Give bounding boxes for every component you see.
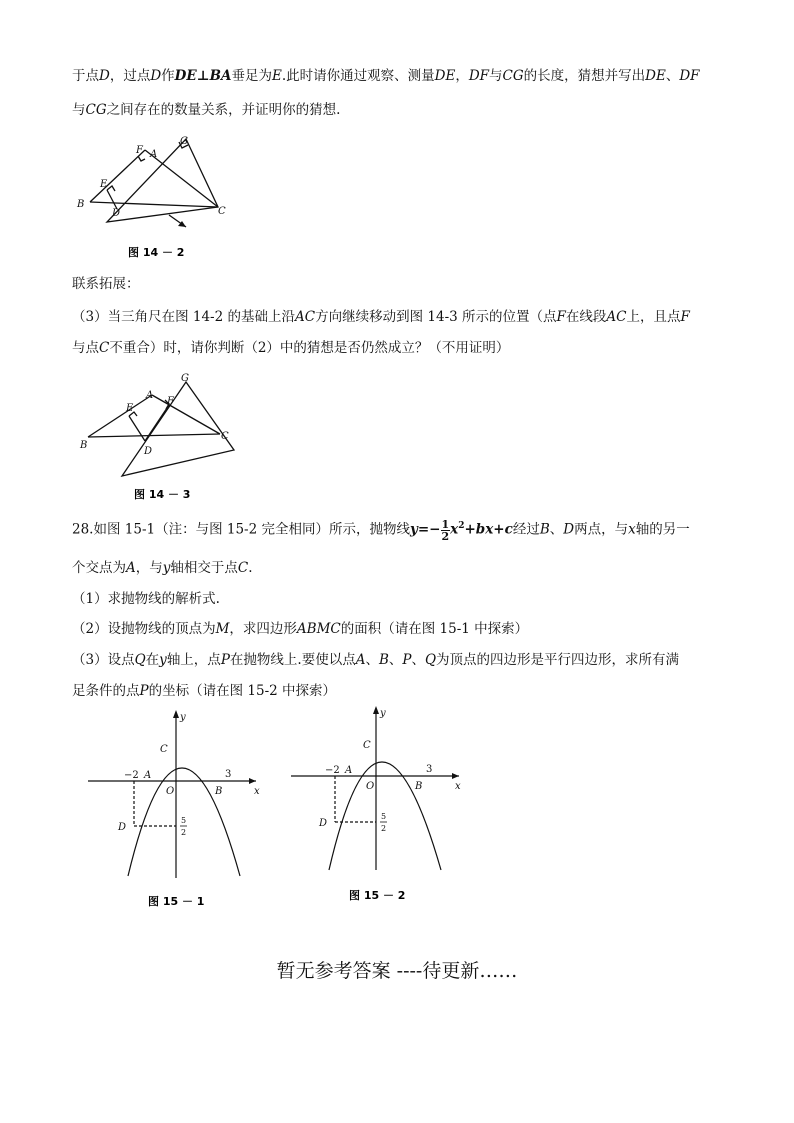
label-B: B: [215, 786, 223, 797]
var-AC: AC: [606, 309, 627, 325]
var-A: A: [126, 560, 136, 576]
label-C: C: [363, 740, 371, 751]
text: 在抛物线上.要使以点: [229, 652, 356, 668]
label-two: 2: [381, 824, 387, 833]
extension-heading: 联系拓展：: [72, 276, 140, 292]
label-O: O: [166, 786, 175, 797]
y-axis-arrow: [173, 710, 179, 718]
label-O: O: [366, 781, 375, 792]
paragraph-line-1: [72, 67, 700, 85]
var-x: x: [628, 521, 636, 538]
segment-bc: [88, 434, 220, 437]
label-A: A: [144, 770, 152, 781]
subquestion-1: （1）求抛物线的解析式.: [72, 591, 220, 607]
text: 上，且点: [626, 309, 681, 325]
var-AC: AC: [295, 309, 316, 325]
label-D: D: [144, 446, 153, 457]
text: .此时请你通过观察、测量: [281, 68, 435, 84]
var-DE: DE: [645, 68, 666, 84]
frac-num: 1: [441, 517, 450, 531]
var-D: D: [150, 68, 162, 84]
segment-de: [107, 190, 117, 209]
label-C: C: [221, 431, 229, 442]
text: 在线段: [565, 309, 607, 325]
equals-minus: =−: [417, 521, 441, 538]
text: ，求四边形: [229, 621, 297, 637]
var-P: P: [139, 683, 149, 699]
subquestion-2: [72, 620, 528, 638]
text: 轴的另一: [635, 521, 690, 538]
figure-15-1: [84, 708, 274, 913]
label-3: 3: [225, 769, 232, 780]
var-E: E: [272, 68, 282, 84]
label-D: D: [112, 208, 121, 219]
text: 在: [145, 652, 160, 668]
question-28-line-1: [72, 517, 690, 542]
exponent-2: 2: [458, 521, 465, 531]
figure-14-2: [70, 130, 240, 260]
text: 的面积（请在图 15-1 中探索）: [340, 621, 529, 637]
text: 轴相交于点: [170, 560, 238, 576]
caption-15-1: 图 15 － 1: [148, 895, 205, 908]
var-D: D: [563, 521, 575, 538]
label-F: F: [167, 396, 174, 407]
right-angle-f: [138, 156, 145, 161]
label-E: E: [100, 179, 108, 190]
label-minus-2: −2: [124, 770, 139, 781]
label-y: y: [180, 712, 186, 723]
text: 不重合）时，请你判断（2）中的猜想是否仍然成立？（不用证明）: [109, 340, 510, 356]
segment-bc: [90, 202, 218, 207]
var-B: B: [539, 521, 550, 538]
var-y: y: [159, 652, 167, 668]
label-x: x: [254, 786, 260, 797]
text: 方向继续移动到图 14-3 所示的位置（点: [315, 309, 557, 325]
text: 与点: [72, 340, 99, 356]
var-DF: DF: [468, 68, 490, 84]
text: ，过点: [109, 68, 151, 84]
label-five: 5: [181, 816, 187, 825]
subquestion-3-line-1: [72, 651, 679, 669]
expression-bx-c: +bx+c: [464, 521, 513, 538]
label-3: 3: [426, 764, 433, 775]
y-axis-arrow: [373, 706, 379, 714]
triangle-ruler: [107, 139, 218, 222]
text: （3）当三角尺在图 14-2 的基础上沿: [72, 309, 296, 325]
caption-14-3: 图 14 － 3: [134, 488, 191, 501]
text: 与: [489, 68, 503, 84]
var-DF: DF: [679, 68, 700, 84]
text: ，: [455, 68, 469, 84]
text: 、: [665, 68, 680, 84]
label-x: x: [455, 781, 461, 792]
text: 、: [411, 652, 425, 668]
var-DE: DE: [434, 68, 456, 84]
label-C: C: [160, 744, 168, 755]
question-28-line-2: [72, 559, 253, 577]
label-five: 5: [381, 812, 387, 821]
var-P: P: [402, 652, 412, 668]
var-x: x: [450, 521, 459, 538]
label-C: C: [218, 206, 226, 217]
var-y: y: [162, 560, 171, 576]
var-CG: CG: [502, 68, 524, 84]
frac-den: 2: [441, 529, 450, 543]
var-y: y: [410, 521, 418, 538]
text: 作: [161, 68, 175, 84]
var-P: P: [220, 652, 230, 668]
label-A: A: [150, 149, 158, 160]
segment-ba: [88, 395, 152, 437]
text: 之间存在的数量关系，并证明你的猜想.: [106, 102, 341, 118]
right-angle-e: [107, 186, 115, 191]
text: （2）设抛物线的顶点为: [72, 621, 216, 637]
subquestion-3-line-2: [72, 682, 336, 700]
label-G: G: [180, 136, 188, 147]
var-C: C: [99, 340, 110, 356]
label-E: E: [126, 403, 134, 414]
text: 、: [365, 652, 379, 668]
segment-de: [129, 416, 145, 441]
text: 垂足为: [231, 68, 272, 84]
var-M: M: [215, 621, 230, 637]
text: 的长度，猜想并写出: [523, 68, 646, 84]
var-A: A: [355, 652, 366, 668]
text: ，与: [135, 560, 163, 576]
text: 两点，与: [574, 521, 629, 538]
var-C: C: [237, 560, 249, 576]
x-axis-arrow: [452, 773, 459, 779]
paragraph-line-2: [72, 101, 340, 119]
var-B: B: [378, 652, 389, 668]
text: 、: [549, 521, 564, 538]
label-B: B: [80, 440, 88, 451]
expression-de-perp-ba: DE⊥BA: [174, 68, 232, 84]
text: .: [248, 560, 253, 576]
var-F: F: [680, 309, 690, 325]
fraction-one-half: [441, 519, 451, 542]
text: 与: [72, 102, 86, 118]
caption-15-2: 图 15 － 2: [349, 889, 406, 902]
label-y: y: [380, 708, 386, 719]
label-F: F: [136, 145, 143, 156]
label-minus-2: −2: [325, 765, 340, 776]
label-D: D: [319, 818, 328, 829]
var-ABMC: ABMC: [296, 621, 341, 637]
label-A: A: [345, 765, 353, 776]
figure-14-3: [72, 368, 247, 504]
text: 个交点为: [72, 560, 126, 576]
caption-14-2: 图 14 － 2: [128, 246, 185, 259]
var-CG: CG: [85, 102, 107, 118]
x-axis-arrow: [249, 778, 256, 784]
triangle-ruler: [122, 382, 234, 476]
text: 轴上，点: [166, 652, 221, 668]
label-D: D: [118, 822, 127, 833]
figure-15-2: [287, 704, 477, 909]
segment-ba: [90, 150, 145, 202]
text: 于点: [72, 68, 99, 84]
question-3-line-1: [72, 308, 690, 326]
var-F: F: [556, 309, 566, 325]
label-A: A: [146, 390, 154, 401]
text: 、: [388, 652, 403, 668]
text: 为顶点的四边形是平行四边形，求所有满: [436, 652, 680, 668]
label-two: 2: [181, 828, 187, 837]
var-D: D: [99, 68, 110, 84]
label-B: B: [77, 199, 85, 210]
no-answer-footer: 暂无参考答案 ----待更新……: [276, 960, 518, 982]
text: 28.如图 15-1（注：与图 15-2 完全相同）所示，抛物线: [72, 521, 411, 538]
text: 足条件的点: [72, 683, 140, 699]
text: （3）设点: [72, 652, 135, 668]
var-Q: Q: [134, 652, 146, 668]
label-B: B: [415, 781, 423, 792]
text: 的坐标（请在图 15-2 中探索）: [148, 683, 337, 699]
label-G: G: [181, 373, 189, 384]
var-Q: Q: [424, 652, 437, 668]
question-3-line-2: [72, 339, 509, 357]
text: 经过: [512, 521, 540, 538]
